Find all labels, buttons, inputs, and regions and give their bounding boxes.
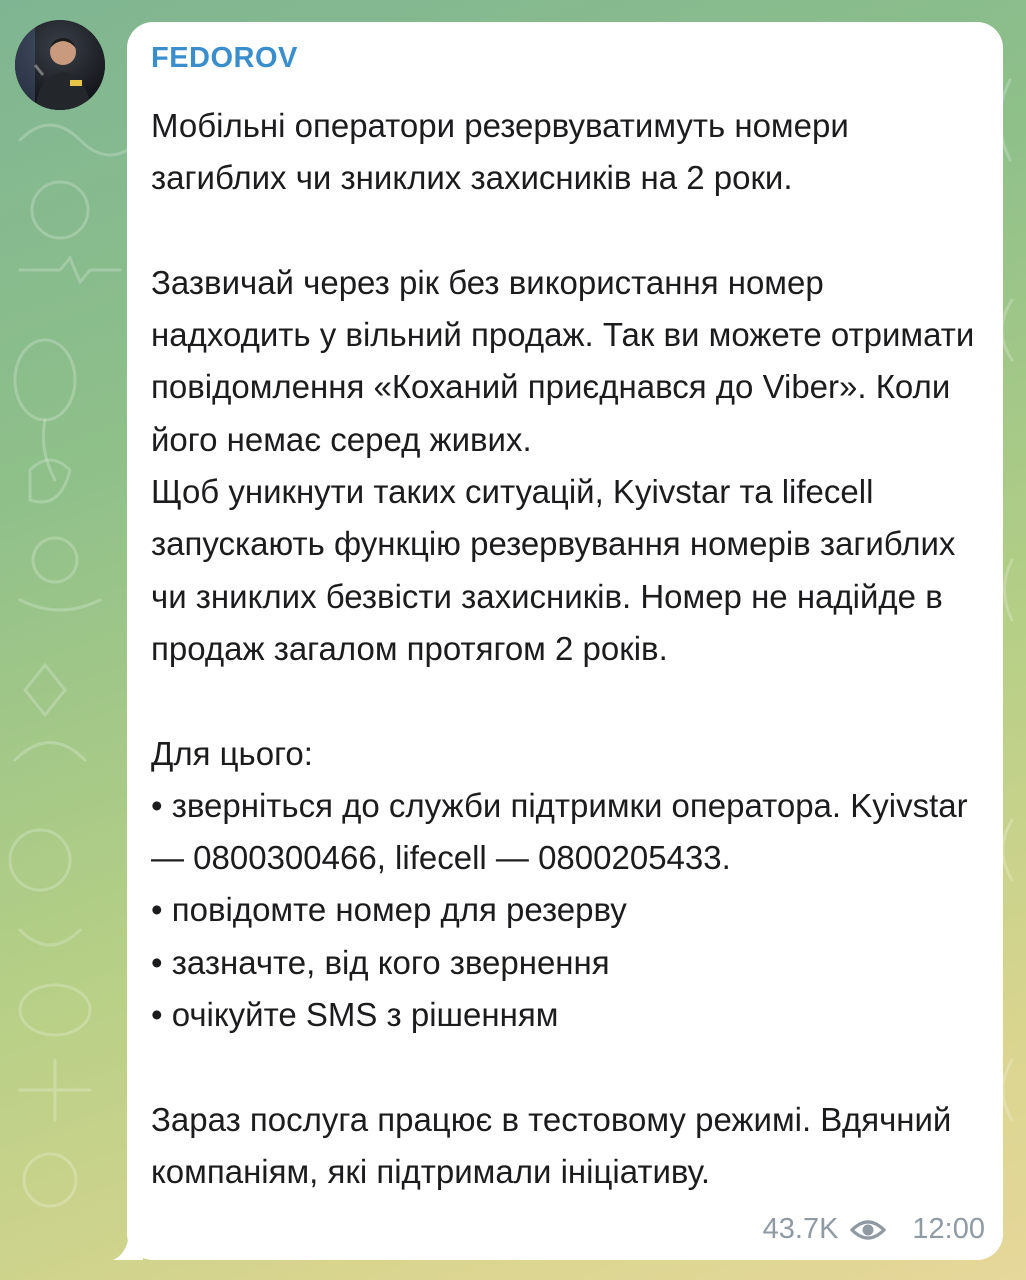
view-count: 43.7K (762, 1213, 839, 1245)
message-paragraph-1: Мобільні оператори резервуватимуть номери загиблих чи зниклих захисників на 2 роки. (151, 107, 849, 197)
message-meta (763, 1213, 985, 1246)
message-time: 12:00 (912, 1213, 985, 1245)
message-paragraph-4: Зараз послуга працює в тестовому режимі. Вдячний компаніям, які підтримали ініціативу. (151, 1100, 952, 1190)
message-bubble[interactable] (127, 22, 1003, 1260)
message-paragraph-3: Для цього: • зверніться до служби підтримки оператора. Kyivstar — 0800300466, lifecell — 0800205433. • повідомте номер для резерву • зазначте, від кого звернення • очікуйте SMS з рішенням (151, 734, 968, 1034)
avatar-photo (15, 20, 105, 110)
message-text (151, 100, 977, 1198)
sender-name[interactable]: FEDOROV (151, 42, 298, 74)
message-paragraph-2: Зазвичай через рік без використання номер надходить у вільний продаж. Так ви можете отримати повідомлення «Коханий приєднався до Viber». Коли його немає серед живих. Щоб уникнути таких ситуацій, Kyivstar та lifecell запускають функцію резервування номерів загиблих чи зниклих безвісти захисників. Номер не надійде в продаж загалом протягом 2 років. (151, 263, 975, 667)
avatar[interactable] (15, 20, 105, 110)
eye-icon (850, 1218, 886, 1242)
